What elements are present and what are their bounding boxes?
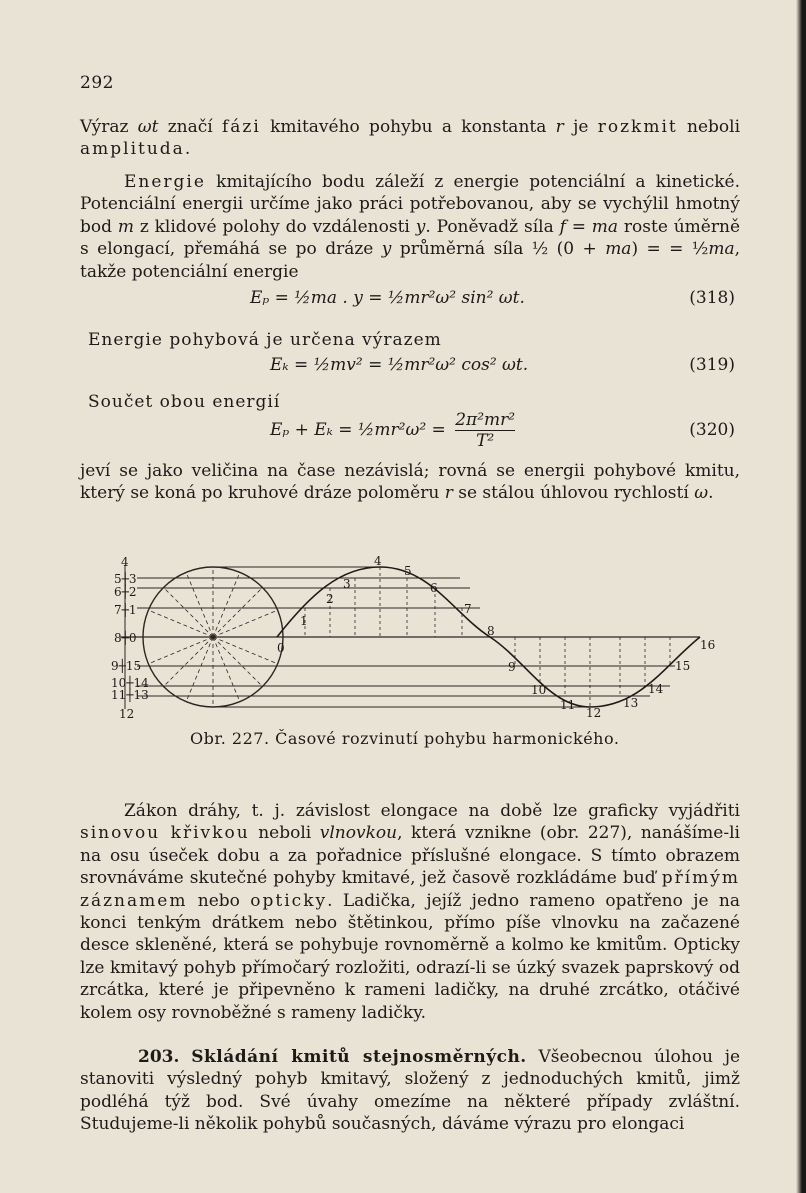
curve-label-15: 15	[675, 659, 691, 673]
equation-320-fraction: $\frac{\text{2π²mr²}}{\text{T²}}$	[455, 410, 516, 451]
left-label-4: 4	[121, 555, 129, 569]
paragraph-sine-curve: Zákon dráhy, t. j. závislost elongace na době lze graficky vyjádřiti sinovou křivkou neboli vlnovkou, která vznikne (obr. 227), nanášíme-li na osu úseček dobu a za pořadnice příslušné elongace. S tímto obrazem srovnáváme skutečné pohyby kmitavé, jež časově rozkládáme buď přímým záznamem nebo opticky. Ladička, jejíž jedno rameno opatřeno je na konci tenkým drátkem nebo štětinkou, přímo píše vlnovku na začazené desce skleněné, která se pohybuje rovnoměrně a kolmo ke kmitům. Opticky lze kmitavý pohyb přímočarý rozložiti, odrazí-li se úzký svazek paprskový od zrcátka, které je připevněno k rameni ladičky, na druhé zrcátko, otáčivé kolem osy rovnoběžné s rameny ladičky.	[80, 801, 740, 1023]
paragraph-phase: Výraz ωt značí fázi kmitavého pohybu a konstanta r je rozkmit neboli amplituda.	[80, 117, 741, 160]
curve-label-1: 1	[300, 614, 308, 628]
section-title: Skládání kmitů stejnosměrných.	[191, 1047, 527, 1067]
harmonic-motion-figure	[110, 555, 730, 725]
curve-label-12: 12	[586, 706, 602, 720]
paragraph-energy-conclusion: jeví se jako veličina na čase nezávislá; rovná se energii pohybové kmitu, který se koná po kruhové dráze poloměru r se stálou úhlovou rychlostí ω.	[80, 461, 740, 504]
curve-label-10: 10	[531, 683, 547, 697]
left-label-6-2: 6┼2	[114, 585, 137, 599]
paragraph-energy: Energie kmitajícího bodu záleží z energie potenciální a kinetické. Potenciální energii určíme jako práci potřebovanou, aby se vychýlil hmotný bod m z klidové polohy do vzdálenosti y. Poněvadž síla f = ma roste úměrně s elongací, přemáhá se po dráze y průměrná síla ½ (0 + ma) = = ½ma, takže potenciální energie	[80, 172, 740, 282]
page-number: 292	[80, 73, 114, 93]
equation-319	[80, 355, 735, 383]
section-number: 203.	[138, 1047, 180, 1067]
left-label-9-15: 9┼15	[111, 659, 142, 673]
section-body: Všeobecnou úlohou je stanoviti výsledný pohyb kmitavý, složený z jednoduchých kmitů, jimž podléhá týž bod. Své úvahy omezíme na některé případy zvláštní. Studujeme-li několik pohybů současných, dáváme výrazu pro elongaci	[80, 1047, 741, 1135]
curve-label-7: 7	[464, 602, 472, 616]
equation-318	[80, 288, 735, 316]
left-label-5-3: 5┼3	[114, 572, 137, 586]
curve-label-5: 5	[404, 564, 412, 578]
curve-label-2: 2	[326, 592, 334, 606]
left-label-10-14: 10┼14	[111, 676, 149, 690]
left-label-8-0: 8┼0	[114, 631, 137, 645]
curve-label-14: 14	[648, 682, 664, 696]
curve-label-11: 11	[560, 698, 576, 712]
equation-318-number: (318)	[689, 288, 735, 308]
equation-319-expression: Eₖ = ½mv² = ½mr²ω² cos² ωt.	[270, 355, 529, 375]
equation-318-expression: Eₚ = ½ma . y = ½mr²ω² sin² ωt.	[250, 288, 525, 308]
curve-label-0: 0	[277, 641, 285, 655]
left-label-12: 12	[119, 707, 135, 721]
curve-label-8: 8	[487, 624, 495, 638]
equation-319-number: (319)	[689, 355, 735, 375]
curve-label-13: 13	[623, 696, 639, 710]
curve-label-3: 3	[343, 577, 351, 591]
curve-label-9: 9	[508, 660, 516, 674]
section-203	[80, 1046, 740, 1136]
equation-320-expression: Eₚ + Eₖ = ½mr²ω² = $\frac{\text{2π²mr²}}{\text{T²}}$	[270, 410, 516, 451]
label-kinetic-energy: Energie pohybová je určena výrazem	[88, 330, 442, 350]
left-label-7-1: 7┼1	[114, 603, 137, 617]
left-label-11-13: 11┼13	[111, 688, 149, 702]
equation-320-number: (320)	[689, 420, 735, 440]
equation-320	[80, 410, 735, 456]
page-edge-shadow	[796, 0, 806, 1193]
curve-label-6: 6	[430, 581, 438, 595]
label-energy-sum: Součet obou energií	[88, 392, 281, 412]
figure-caption: Obr. 227. Časové rozvinutí pohybu harmonického.	[190, 729, 620, 748]
curve-label-4: 4	[374, 555, 382, 568]
curve-label-16: 16	[700, 638, 716, 652]
